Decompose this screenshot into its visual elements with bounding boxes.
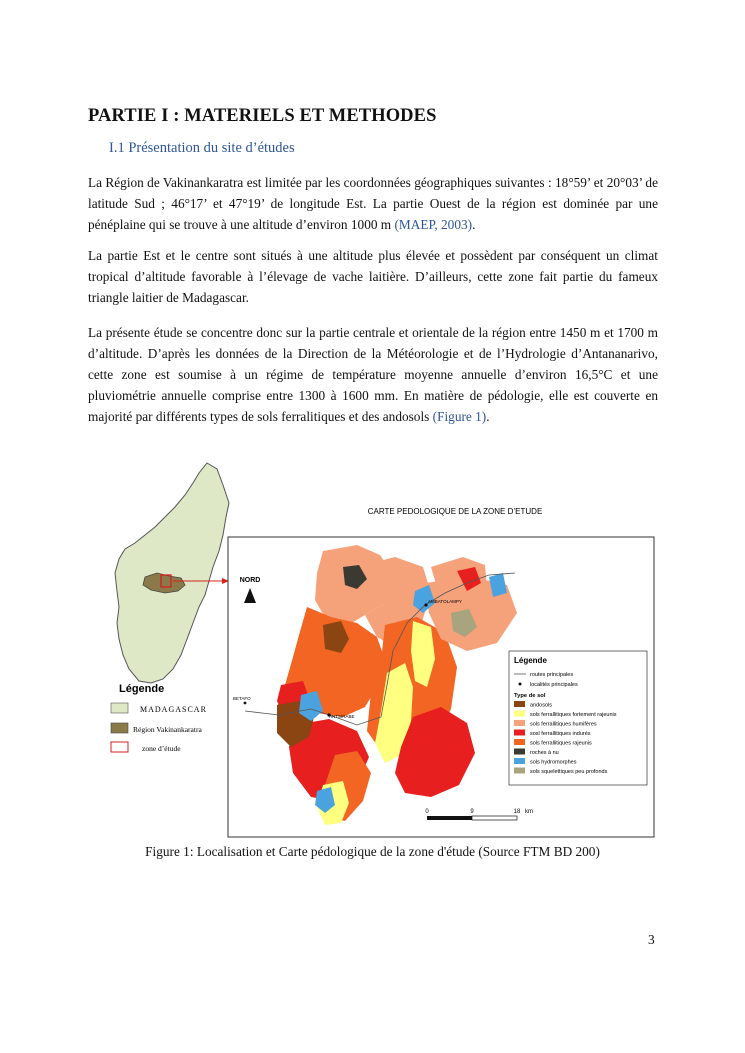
legend-label-zone: zone d’étude [142, 744, 181, 753]
north-label: NORD [239, 577, 261, 584]
paragraph-study-zone [88, 322, 658, 427]
soil-legend-swatch [514, 701, 525, 707]
soil-legend-label: andosols [530, 702, 553, 709]
soil-legend-swatch [514, 749, 525, 755]
soil-legend-label: sols hydromorphes [530, 759, 577, 766]
legend-label-region: Région Vakinankaratra [133, 725, 202, 734]
section-heading: PARTIE I : MATERIELS ET METHODES [88, 106, 437, 126]
legend-label-madagascar: MADAGASCAR [140, 705, 207, 714]
soil-legend-label: sols ferrallitiques rajeunis [530, 740, 592, 747]
paragraph-text: La présente étude se concentre donc sur la partie centrale et orientale de la région entre 1450 m et 1700 m d’altitude. D’après les données de la Direction de la Météorologie et de l’Hydrologie d’Antananarivo, cette zone est soumise à un régime de température moyenne annuelle d’environ 16,5°C et une pluviométrie annuelle comprise entre 1300 à 1600 mm. En matière de pédologie, elle est couverte en majorité par différents types de sols ferralitiques et des andosols [88, 325, 658, 424]
left-legend-title: Légende [119, 683, 165, 695]
page-number: 3 [648, 932, 655, 947]
town-label-west: BETAFO [233, 696, 251, 701]
soil-legend-swatch [514, 711, 525, 717]
scale-bar-segment-2 [472, 816, 517, 820]
figure-caption: Figure 1: Localisation et Carte pédologique de la zone d'étude (Source FTM BD 200) [145, 844, 600, 859]
soil-legend-label: sosl ferrallitiques indurés [530, 731, 591, 737]
scale-bar-segment-1 [427, 816, 472, 820]
paragraph-text: La Région de Vakinankaratra est limitée par les coordonnées géographiques suivantes : 18°59’ et 20°03’ de latitude Sud ; 46°17’ et 47°19’ de longitude Est. La partie Ouest de la région est dominée par une pénéplaine qui se trouve à une altitude d’environ 1000 m [88, 175, 658, 232]
soil-legend-label: sols ferrallitiques humifères [530, 721, 597, 728]
paragraph-location [88, 172, 658, 235]
figure-1 [95, 455, 655, 840]
paragraph-end: . [472, 217, 476, 232]
scale-tick-9: 9 [470, 809, 474, 815]
figure-reference-link[interactable]: (Figure 1) [432, 409, 487, 424]
paragraph-climate: La partie Est et le centre sont situés à une altitude plus élevée et possèdent par conséquent un climat tropical d’altitude favorable à l’élevage de vache laitière. D’ailleurs, cette zone fait partie du fameux triangle laitier de Madagascar. [88, 248, 658, 305]
town-marker-west [244, 702, 247, 705]
soil-legend-title: Type de sol [514, 693, 546, 699]
soil-legend-swatch [514, 730, 525, 736]
scale-unit: km [525, 809, 533, 815]
soil-legend-swatch [514, 720, 525, 726]
scale-tick-0: 0 [425, 809, 429, 815]
subsection-heading: I.1 Présentation du site d’études [109, 140, 295, 156]
legend-town-symbol [519, 683, 522, 686]
citation-link[interactable]: (MAEP, 2003) [394, 217, 473, 232]
legend-swatch-region [111, 723, 128, 733]
soil-legend-swatch [514, 758, 525, 764]
scale-tick-18: 18 [513, 809, 521, 815]
legend-road-label: routes principales [530, 672, 574, 678]
town-label-north: AMBATOLAMPY [428, 599, 462, 604]
paragraph-end: . [486, 409, 490, 424]
legend-swatch-madagascar [111, 703, 128, 713]
town-label-center: ANTSIRABE [329, 714, 355, 719]
soil-legend-label: roches à nu [530, 750, 559, 756]
soil-legend-label: sols ferrallitiques fortement rajeunis [530, 712, 617, 718]
soil-legend-swatch [514, 768, 525, 774]
soil-map-figure [95, 455, 655, 840]
map-legend-title: Légende [514, 656, 547, 665]
legend-swatch-zone [111, 742, 128, 752]
map-title: CARTE PEDOLOGIQUE DE LA ZONE D’ETUDE [367, 507, 543, 516]
madagascar-island-shape [115, 463, 229, 683]
soil-legend-swatch [514, 739, 525, 745]
legend-town-label: localités principales [530, 682, 578, 688]
soil-legend-label: sols squelettiques peu profonds [530, 769, 608, 775]
